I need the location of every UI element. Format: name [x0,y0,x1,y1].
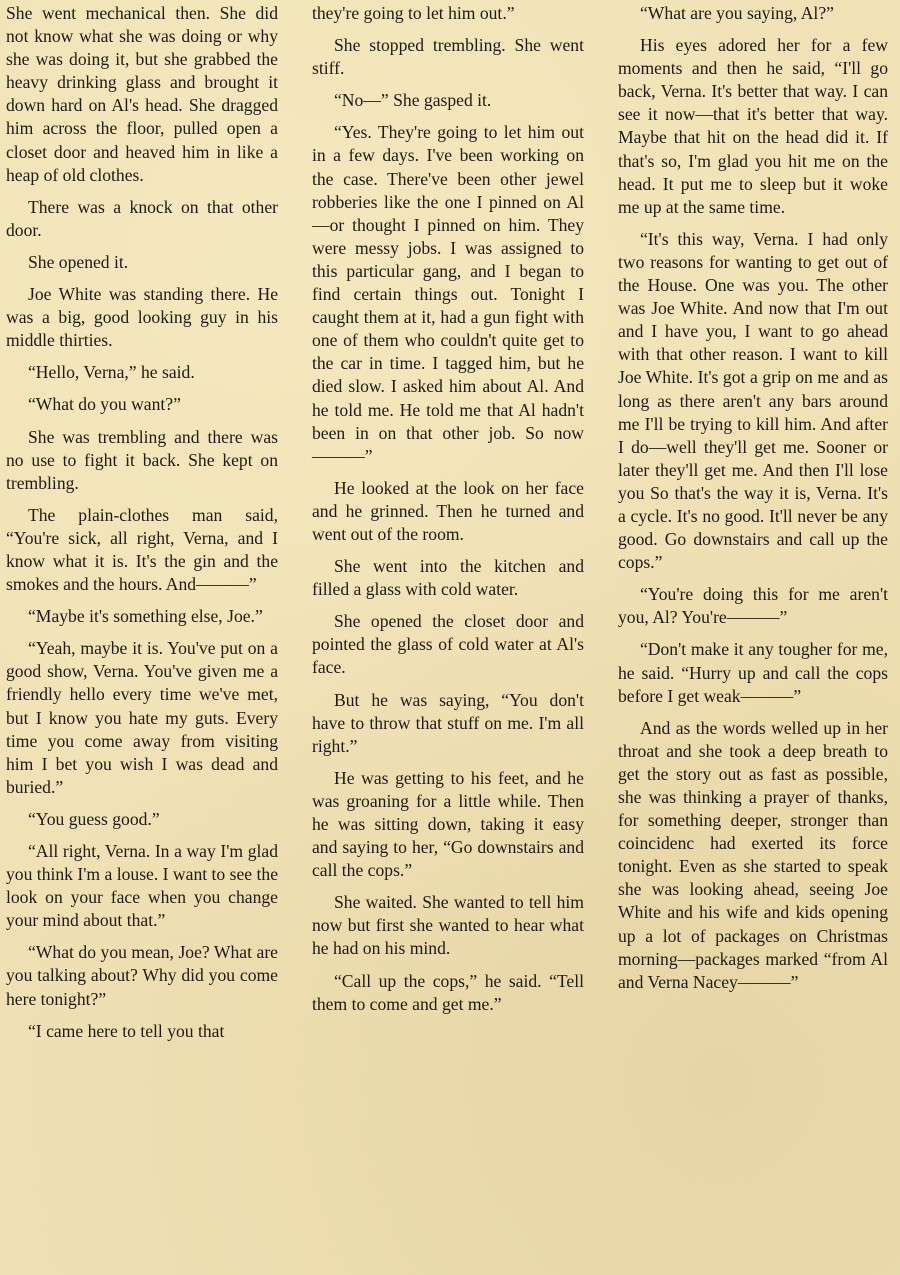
paragraph: “You're doing this for me aren't you, Al? You're———” [618,584,888,628]
paragraph: “I came here to tell you that [28,1020,225,1041]
paragraph: “Don't make it any tougher for me, he said. “Hurry up and call the cops before I get weak———” [618,639,888,706]
text-column-1 [6,2,278,1052]
paragraph: “Maybe it's something else, Joe.” [28,606,263,627]
paragraph: And as the words welled up in her throat and she took a deep breath to get the story out as fast as possible, she was thinking a prayer of thanks, for something deeper, stronger than coincidenc had exerted its force tonight. Even as she started to speak she was looking ahead, seeing Joe White and his wife and kids opening up a lot of packages on Christmas morning—packages marked “from Al and Verna Nacey———” [618,717,888,992]
paragraph: The plain-clothes man said, “You're sick, all right, Verna, and I know what it is. It's the gin and the smokes and the hours. And———” [6,504,278,595]
text-column-3 [618,2,888,1003]
paragraph: “It's this way, Verna. I had only two reasons for wanting to get out of the House. One was you. The other was Joe White. And now that I'm out and I have you, I want to go ahead with that other reason. I want to kill Joe White. It's got a grip on me and as long as there aren't any bars around me I'll be trying to kill him. And after I do—well they'll get me. Sooner or later they'll get me. And then I'll lose you So that's the way it is, Verna. It's a cycle. It's no good. It'll never be any good. Go downstairs and call up the cops.” [618,228,888,573]
paragraph: “You guess good.” [28,808,160,829]
paragraph: She was trembling and there was no use to fight it back. She kept on trembling. [6,426,278,493]
paragraph: His eyes adored her for a few moments and then he said, “I'll go back, Verna. It's better that way. I can see it now—that it's better that way. Maybe that hit on the head did it. If that's so, I'm glad you hit me on the head. It put me to sleep but it woke me up at the same time. [618,35,888,217]
paragraph: “All right, Verna. In a way I'm glad you think I'm a louse. I want to see the look on your face when you change your mind about that.” [6,841,278,931]
paragraph: “Yeah, maybe it is. You've put on a good show, Verna. You've given me a friendly hello every time we've met, but I know you hate my guts. Every time you come away from visiting him I bet you wish I was dead and buried.” [6,638,278,797]
paragraph: There was a knock on that other door. [6,196,278,240]
text-column-2 [312,2,584,1025]
paragraph: She went mechanical then. She did not know what she was doing or why she was doing it, but she grabbed the heavy drinking glass and brought it down hard on Al's head. She dragged him across the floor, pulled open a closet door and heaved him in like a heap of old clothes. [6,3,278,185]
paragraph: She waited. She wanted to tell him now but first she wanted to hear what he had on his mind. [312,892,584,959]
paragraph: “Call up the cops,” he said. “Tell them to come and get me.” [312,970,584,1014]
paragraph: “Yes. They're going to let him out in a few days. I've been working on the case. There've been other jewel robberies like the one I pinned on Al—or thought I pinned on him. They were messy jobs. I was assigned to this particular gang, and I began to find certain things out. Tonight I caught them at it, had a gun fight with one of them who couldn't quite get to the car in time. I tagged him, but he died slow. I asked him about Al. And he told me. He told me that Al hadn't been in on that other job. So now———” [312,122,584,466]
paragraph: He looked at the look on her face and he grinned. Then he turned and went out of the room. [312,477,584,544]
paragraph: “Hello, Verna,” he said. [28,362,195,383]
paragraph: She opened it. [28,251,129,272]
paragraph: “What do you want?” [28,394,181,415]
paragraph: “No—” She gasped it. [334,90,492,111]
paragraph: She opened the closet door and pointed the glass of cold water at Al's face. [312,611,584,678]
paragraph: “What are you saying, Al?” [640,3,834,23]
paragraph: But he was saying, “You don't have to throw that stuff on me. I'm all right.” [312,689,584,756]
paragraph: She stopped trembling. She went stiff. [312,35,584,79]
paragraph: He was getting to his feet, and he was groaning for a little while. Then he was sitting down, taking it easy and saying to her, “Go downstairs and call the cops.” [312,767,584,881]
paragraph: they're going to let him out.” [312,3,515,23]
paragraph: “What do you mean, Joe? What are you talking about? Why did you come here tonight?” [6,942,278,1009]
paragraph: Joe White was standing there. He was a big, good looking guy in his middle thirties. [6,284,278,351]
paragraph: She went into the kitchen and filled a glass with cold water. [312,556,584,600]
